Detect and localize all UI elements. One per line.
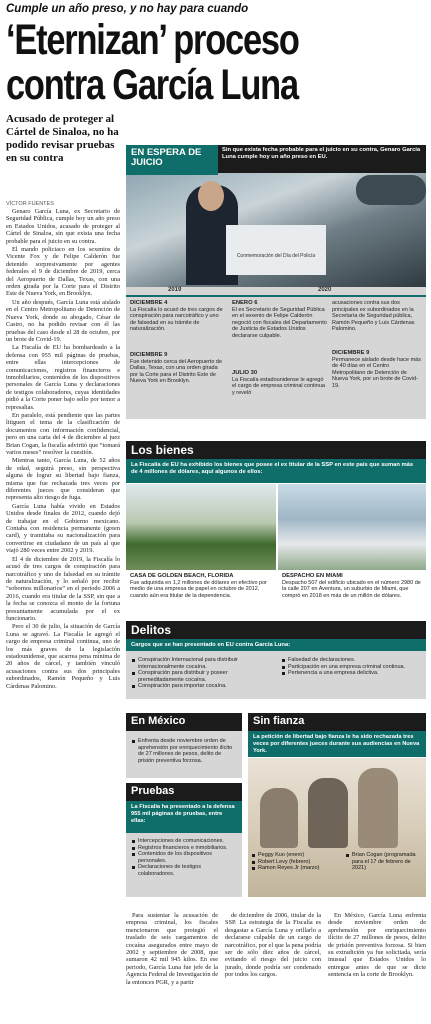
bienes-title: Los bienes	[126, 441, 426, 459]
golden-beach-house-photo	[126, 484, 276, 570]
event-jul30-cont: acusaciones contra sus dos principales ex subordinados en la Secretaría de Seguridad pública, Ramón Pequeño y Luis Cárdenas Palomino.	[332, 300, 415, 333]
paragraph: Genaro García Luna, ex Secretario de Seguridad Pública, cumple hoy un año preso en Estados Unidos, acusado de proteger al Cártel de Sinaloa, sin que exista una fecha probable para el juicio en su contra.	[6, 208, 120, 245]
event-dic9-2020: DICIEMBRE 9 Permanece aislado desde hace más de 40 días en el Centro Metropolitano de Detención de Nueva York, por un brote de Covid-19.	[332, 350, 421, 389]
byline: VÍCTOR FUENTES	[6, 201, 54, 207]
fianza-intro: La petición de libertad bajo fianza le ha sido rechazada tres veces por diferentes jueces durante sus audiencias en Nueva York.	[248, 731, 426, 757]
mexico-list	[132, 738, 238, 764]
headline	[6, 18, 342, 108]
paragraph: Un año después, García Luna está aislado en el Centro Metropolitano de Detención de Nueva York, donde su abogado, César de Castro, no ha podido revisar con él las pruebas del caso desde el 28 de octubre, por un brote de Covid-19.	[6, 298, 120, 343]
event-ene6: ENERO 6 El ex Secretario de Seguridad Pública en el sexenio de Felipe Calderón negoció con fiscales del Departamento de Justicia de Estados Unidos declararse culpable.	[232, 300, 327, 339]
list-item: Declaraciones de testigos colaboradores.	[132, 864, 238, 877]
event-jul30: JULIO 30 La Fiscalía estadounidense le agregó el cargo de empresa criminal continua y reveló	[232, 370, 325, 396]
paragraph: En paralelo, está pendiente que las partes litiguen el tema de la clasificación de documentos con información confidencial, pero en una carta del 4 de diciembre al juez Brian Cogan, la fiscalía advirtió que “tomará varios meses” resolver la cuestión.	[6, 411, 120, 456]
headline-line1: ‘Eternizan’ proceso	[6, 16, 299, 64]
podium-label: Conmemoración del Día del Policía	[236, 253, 316, 259]
list-item: Participación en una empresa criminal continua.	[282, 664, 422, 671]
paragraph: Mientras tanto, García Luna, de 52 años de edad, seguirá preso, sin perspectiva alguna de lograr su libertad bajo fianza, misma que fue rechazada tres veces por diferentes jueces que consideran que representa alto riesgo de fuga.	[6, 457, 120, 502]
podium	[226, 225, 326, 275]
casa-caption: CASA DE GOLDEN BEACH, FLORIDA Fue adquirida en 1,2 millones de dólares en efectivo por medio de una empresa de papel en octubre de 2012, cuando aún era titular de la dependencia.	[130, 573, 267, 599]
paragraph: El 4 de diciembre de 2019, la Fiscalía lo acusó de tres cargos de conspiración para narcotráfico y uno de falsedad en su trámite de naturalización, y lo señaló por recibir “sobornos millonarios” en el periodo 2006 a 2016, cuando era titular de la SSP, sin que a la fecha se conozca el monto de la fortuna presuntamente acumulada por el ex funcionario.	[6, 555, 120, 622]
event-dic9: DICIEMBRE 9 Fue detenido cerca del Aeropuerto de Dallas, Texas, con una orden girada por la Corte para el Distrito Este de Nueva York en Brooklyn.	[130, 352, 223, 385]
article-column-2: Para sustentar la acusación de empresa criminal, los fiscales mencionaron que protegió el traslado de seis cargamentos de cocaína asegurados entre mayo de 2002 y septiembre de 2008, que sumaron 42 mil 945 kilos. En ese periodo, García Luna fue jefe de la Agencia Federal de Investigación de la entonces PGR, y a partir	[126, 912, 218, 986]
paragraph: García Luna había vivido en Estados Unidos desde finales de 2012, cuando dejó de trabajar en el Gobierno mexicano. Contaba con residencia permanente (green card), y tramitaba su nacionalización para convertirse en ciudadano de un país al que viajó 280 veces entre 2002 y 2019.	[6, 502, 120, 555]
list-item: Conspiración para distribuir y poseer premeditadamente cocaína.	[132, 670, 272, 683]
delitos-intro: Cargos que se han presentado en EU contra García Luna:	[126, 639, 426, 651]
article-column-4: En México, García Luna enfrenta desde noviembre orden de aprehensión por enriquecimiento ilícito de 27 millones de pesos, delito de prisión preventiva forzosa. Si bien su extradición ya fue solicitada, sería inusual que Estados Unidos lo entregue antes de que se dicte sentencia en la corte de Brooklyn.	[328, 912, 426, 979]
list-item: Conspiración Internacional para distribuir internacionalmente cocaína.	[132, 657, 272, 670]
judges-list-left	[252, 852, 342, 872]
delitos-list-left	[132, 657, 272, 690]
paragraph: Pero el 30 de julio, la situación de García Luna se agravó. La Fiscalía le agregó el cargo de empresa criminal continua, uno de los más graves de la legislación estadounidense, que acarrea pena mínima de 20 años de cárcel, y también vinculó acusaciones contra sus dos principales subordinados, Ramón Pequeño y Luis Cárdenas Palomino.	[6, 623, 120, 690]
article-column-1	[6, 208, 120, 1020]
face-shape	[198, 181, 224, 211]
kicker: Cumple un año preso, y no hay para cuando	[6, 3, 249, 15]
event-dic4: DICIEMBRE 4 La Fiscalía lo acusó de tres cargos de conspiración para narcotráfico y uno de falsedad en su trámite de naturalización.	[130, 300, 223, 333]
espera-intro: Sin que exista fecha probable para el juicio en su contra, Genaro García Luna cumple hoy un año preso en EU.	[222, 147, 421, 160]
list-item: Contenidos de los dispositivos personales.	[132, 851, 238, 864]
despacho-caption: DESPACHO EN MIAMI Despacho 507 del edificio ubicado en el número 2980 de la calle 207 en Aventura, un suburbio de Miami, que compró en 2018 en más de un millón de dólares.	[282, 573, 421, 599]
headline-line2: contra García Luna	[6, 61, 298, 109]
timeline-line	[126, 295, 426, 297]
list-item: Ramon Reyes Jr (marzo)	[252, 865, 342, 872]
miami-office-photo	[278, 484, 426, 570]
sketch-figure	[260, 788, 298, 848]
list-item: Robert Levy (febrero)	[252, 859, 342, 866]
pruebas-title: Pruebas	[126, 783, 242, 801]
list-item: Registros financieros e inmobiliarios.	[132, 845, 238, 852]
year-2019: 2019	[168, 287, 182, 293]
mexico-title: En México	[126, 713, 242, 731]
pruebas-intro: La Fiscalía ha presentado a la defensa 955 mil páginas de pruebas, entre ellas:	[126, 801, 242, 833]
paragraph: El mando policiaco en los sexenios de Vicente Fox y de Felipe Calderón fue detenido sorpresivamente por agentes federales el 9 de diciembre de 2019, cerca del Aeropuerto de Dallas, Texas, con una orden girada por la Corte para el Distrito Este de Nueva York, en Brooklyn.	[6, 246, 120, 298]
paragraph: La Fiscalía de EU ha bombardeado a la defensa con 955 mil páginas de pruebas, entre ellas intercepciones de comunicaciones, registros financieros e inmobiliarios, contenidos de los dispositivos personales de García Luna y declaraciones de testigos colaboradores, cuyas identidades pidió a la Corte poner bajo sello por temor a represalias.	[6, 344, 120, 411]
helicopter-shape	[356, 175, 426, 205]
list-item: Peggy Kuo (enero)	[252, 852, 342, 859]
sketch-figure	[358, 768, 398, 848]
year-2020: 2020	[318, 287, 332, 293]
list-item: Conspiración para importar cocaína.	[132, 683, 272, 690]
bienes-intro: La Fiscalía de EU ha exhibido los bienes que posee el ex titular de la SSP en este país que suman más de 4 millones de dólares, aquí algunos de ellos:	[126, 459, 426, 483]
sketch-figure	[308, 778, 348, 848]
list-item: Enfrenta desde noviembre orden de aprehensión por enriquecimiento ilícito de 27 millones de pesos, delito de prisión preventiva forzosa.	[132, 738, 238, 764]
list-item: Pertenencia a una empresa delictiva.	[282, 670, 422, 677]
espera-title: EN ESPERA DE JUICIO	[126, 145, 218, 175]
list-item: Brian Cogan (programada para el 17 de febrero de 2021)	[346, 852, 424, 872]
judges-list-right	[346, 852, 424, 872]
fianza-title: Sin fianza	[248, 713, 426, 731]
list-item: Intercepciones de comunicaciones.	[132, 838, 238, 845]
article-column-3: de diciembre de 2006, titular de la SSP. La estrategia de la Fiscalía es desgastar a García Luna y orillarlo a declararse culpable de un cargo de narcotráfico, por el que la pena podría ser de sólo diez años de cárcel, evitando el riesgo del juicio con jurado, donde podría ser condenado por todos los cargos.	[225, 912, 321, 979]
list-item: Falsedad de declaraciones.	[282, 657, 422, 664]
delitos-list-right	[282, 657, 422, 677]
pruebas-list	[132, 838, 238, 878]
deck: Acusado de proteger al Cártel de Sinaloa, no ha podido revisar pruebas en su contra	[6, 113, 119, 164]
delitos-title: Delitos	[126, 621, 426, 639]
courtroom-sketch	[248, 758, 426, 897]
